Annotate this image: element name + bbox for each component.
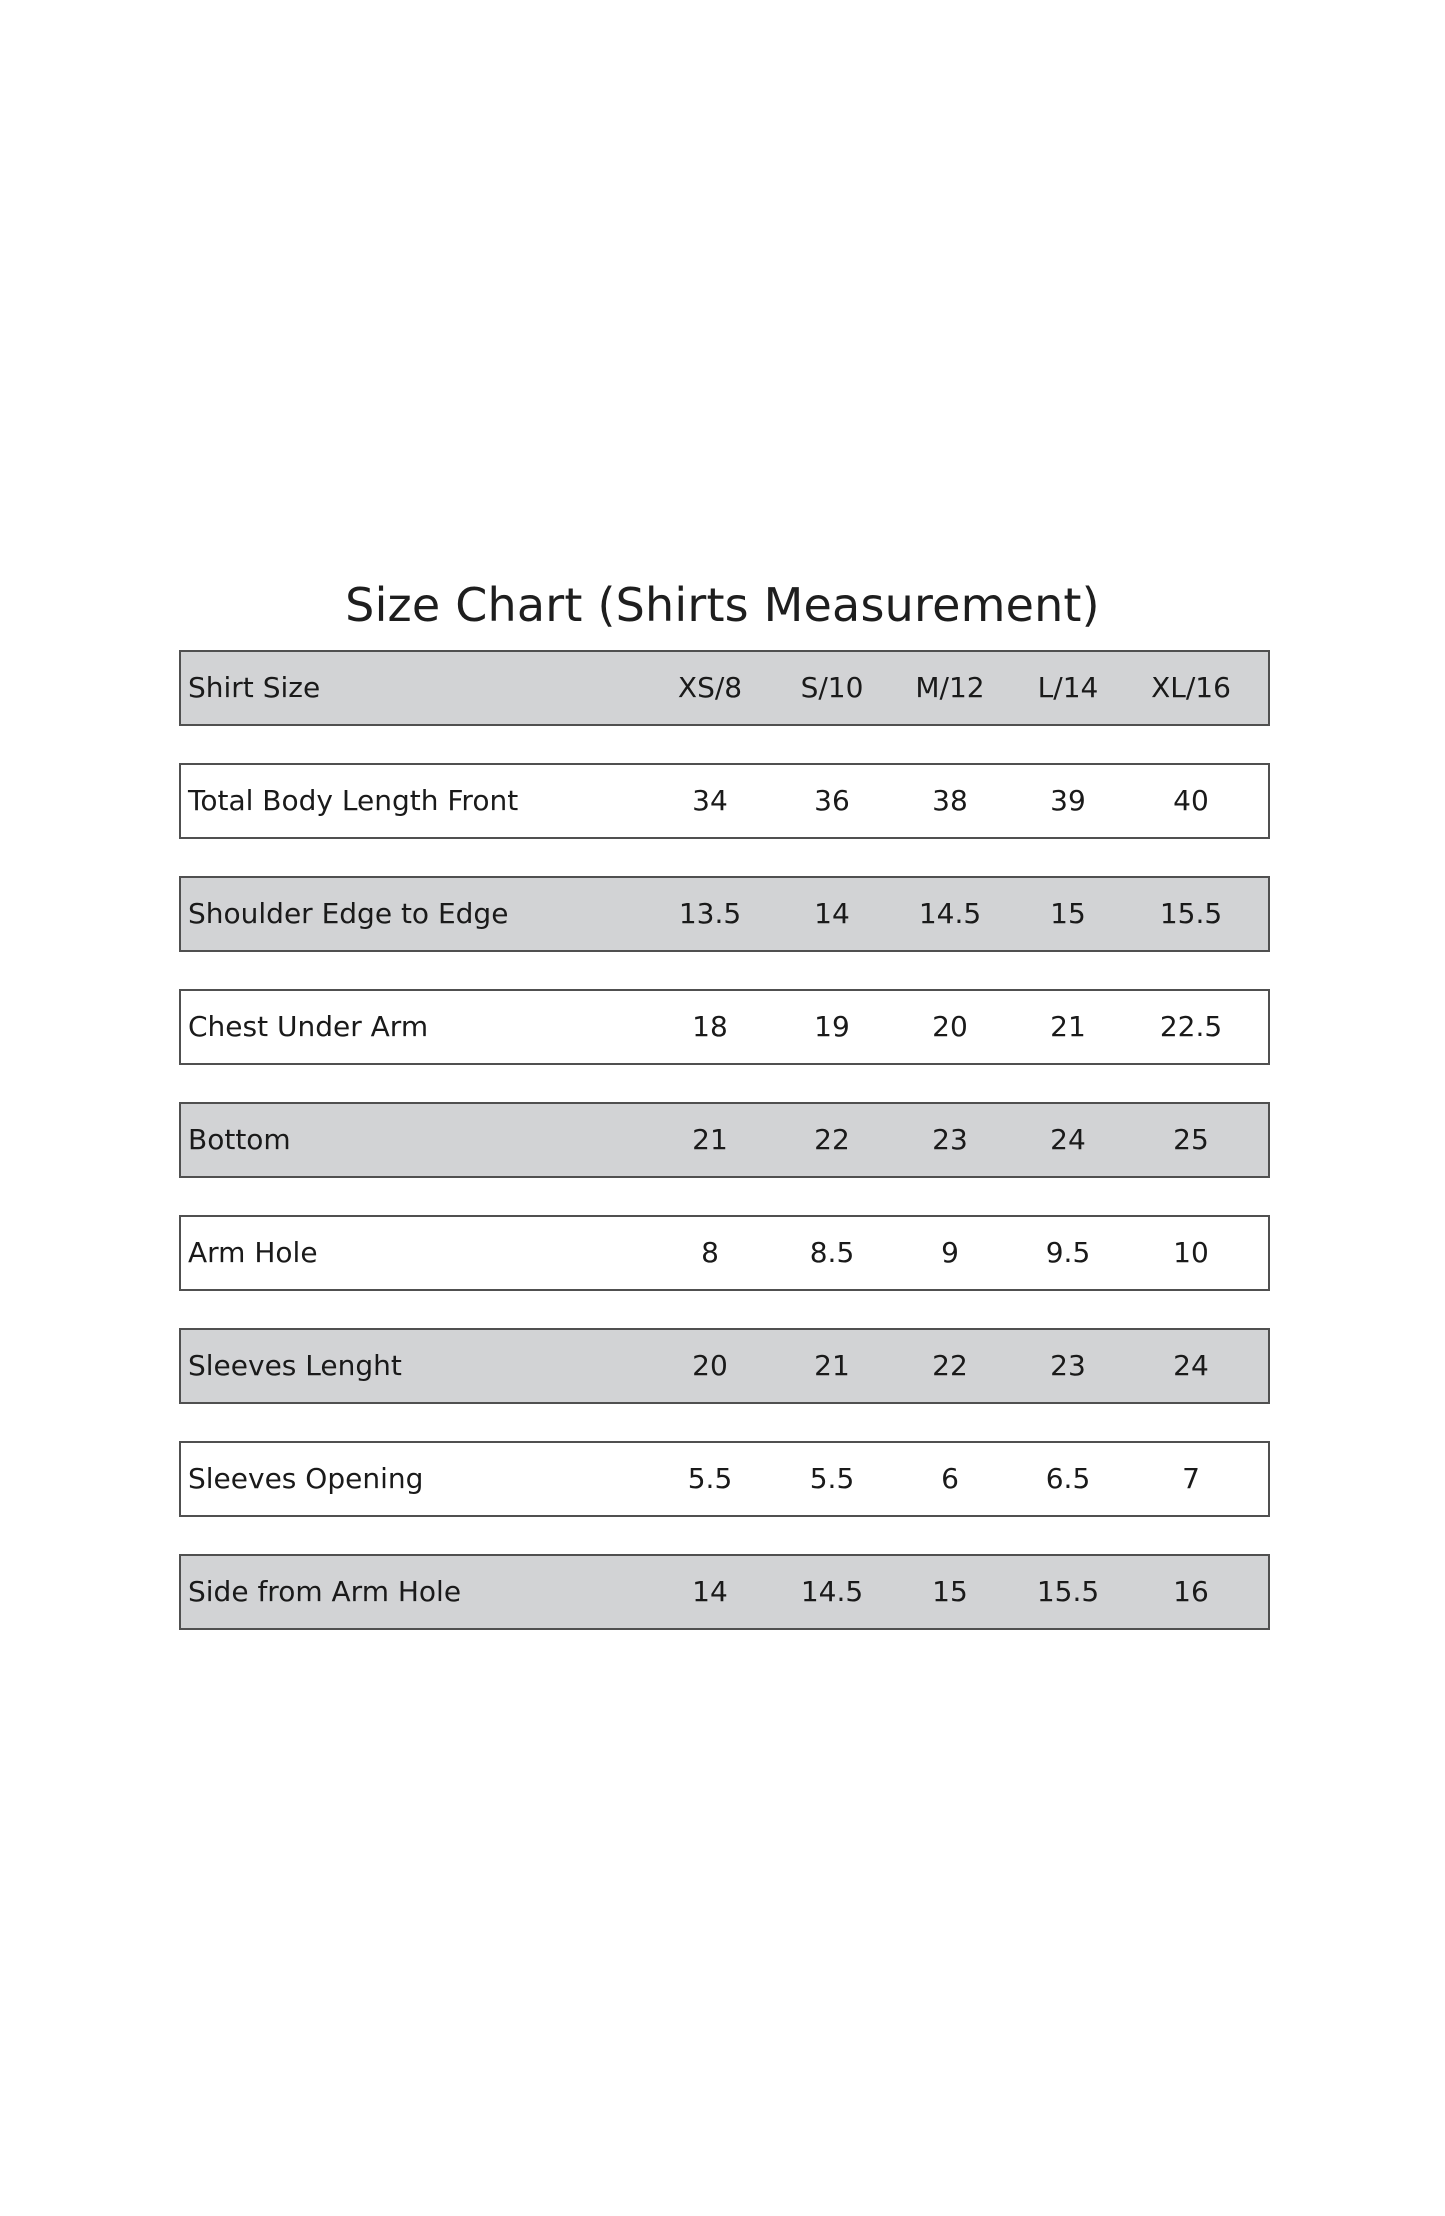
row-label: Sleeves Opening [188,1462,424,1495]
row-value: 25 [1173,1123,1209,1156]
row-value: 36 [814,784,850,817]
row-value: 14.5 [800,1575,864,1608]
row-value: 23 [932,1123,968,1156]
row-value: 20 [692,1349,728,1382]
row-value: 18 [692,1010,728,1043]
table-row [179,1102,1270,1178]
row-label: Side from Arm Hole [188,1575,462,1608]
row-value: 22 [814,1123,850,1156]
row-value: 15.5 [1159,897,1223,930]
row-value: 38 [932,784,968,817]
table-row [179,1441,1270,1517]
table-row [179,1215,1270,1291]
header-size-l: L/14 [1037,671,1099,704]
row-label: Bottom [188,1123,291,1156]
row-value: 8 [701,1236,719,1269]
row-value: 21 [814,1349,850,1382]
row-value: 10 [1173,1236,1209,1269]
row-value: 16 [1173,1575,1209,1608]
row-label: Arm Hole [188,1236,318,1269]
row-value: 6 [941,1462,959,1495]
row-value: 15 [932,1575,968,1608]
page-title: Size Chart (Shirts Measurement) [345,578,1100,632]
row-value: 14 [692,1575,728,1608]
table-row [179,876,1270,952]
row-value: 15.5 [1036,1575,1100,1608]
row-value: 40 [1173,784,1209,817]
row-value: 6.5 [1045,1462,1091,1495]
table-header-row [179,650,1270,726]
row-value: 24 [1173,1349,1209,1382]
row-value: 9.5 [1045,1236,1091,1269]
row-value: 20 [932,1010,968,1043]
header-size-m: M/12 [915,671,985,704]
row-value: 39 [1050,784,1086,817]
row-value: 13.5 [678,897,742,930]
row-value: 14 [814,897,850,930]
row-value: 23 [1050,1349,1086,1382]
row-value: 15 [1050,897,1086,930]
header-size-xs: XS/8 [677,671,743,704]
row-value: 22.5 [1159,1010,1223,1043]
header-size-xl: XL/16 [1151,671,1231,704]
row-value: 5.5 [687,1462,733,1495]
row-value: 14.5 [918,897,982,930]
row-label: Chest Under Arm [188,1010,429,1043]
row-value: 5.5 [809,1462,855,1495]
row-value: 21 [692,1123,728,1156]
row-value: 19 [814,1010,850,1043]
row-value: 34 [692,784,728,817]
row-label: Sleeves Lenght [188,1349,402,1382]
row-value: 24 [1050,1123,1086,1156]
table-row [179,1328,1270,1404]
row-value: 22 [932,1349,968,1382]
header-label: Shirt Size [188,671,321,704]
row-value: 7 [1182,1462,1200,1495]
header-size-s: S/10 [800,671,864,704]
row-value: 21 [1050,1010,1086,1043]
table-row [179,763,1270,839]
row-value: 8.5 [809,1236,855,1269]
row-value: 9 [941,1236,959,1269]
table-row [179,1554,1270,1630]
row-label: Shoulder Edge to Edge [188,897,509,930]
row-label: Total Body Length Front [188,784,519,817]
table-row [179,989,1270,1065]
